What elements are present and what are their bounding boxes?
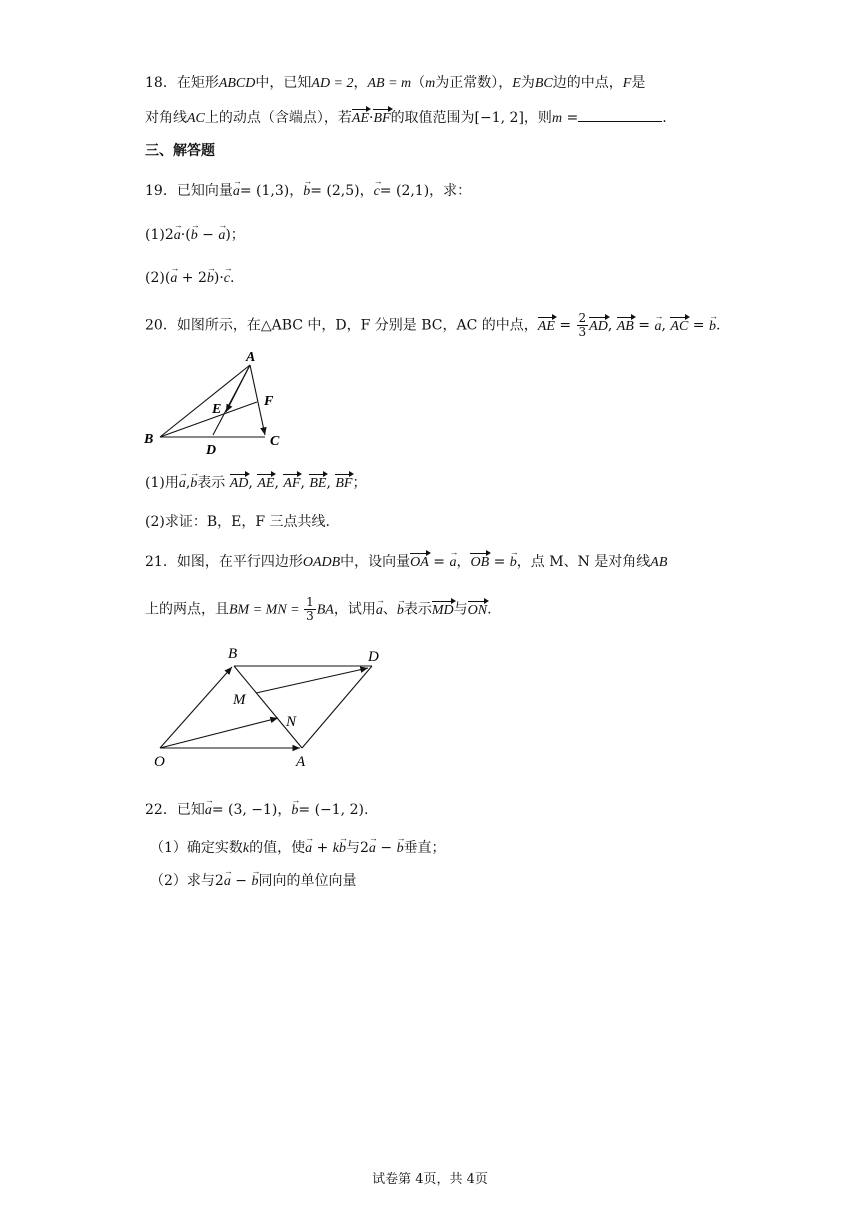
label-F: F [264, 394, 274, 409]
label-A: A [246, 350, 256, 365]
answer-blank[interactable] [578, 107, 662, 122]
q20-part2: (2)求证：B，E，F 三点共线. [145, 514, 330, 530]
q21-line2: 上的两点，且BM = MN = $\frac{1}{3}$ BA，试用→ a、→ b表示MD与ON. [145, 596, 492, 623]
label-D: D [206, 443, 217, 458]
label-D2: D [368, 649, 379, 665]
q19-part2: (2)(→ a + 2→ b)·→ c. [145, 267, 234, 290]
q22-part1: （1）确定实数k的值，使→ a + k→ b与2→ a − → b垂直； [150, 837, 446, 860]
q22-part2: （2）求与2→ a − → b同向的单位向量 [150, 870, 356, 893]
q19-part1: (1)2→ a·(→ b − → a)； [145, 224, 245, 247]
q20-part1: (1)用→ a,→ b表示 AD, AE, AF, BE, BF； [145, 472, 366, 495]
q22-intro: 22．已知→ a= (3, −1)，→ b= (−1, 2). [145, 799, 368, 822]
q19-intro: 19．已知向量→ a= (1,3)，→ b= (2,5)，→ c= (2,1)，求： [145, 180, 471, 203]
q20-intro: 20．如图所示，在△ABC 中，D，F 分别是 BC，AC 的中点，AE = $\frac{2}{3}$ AD, AB = → a, AC = → b. [145, 312, 720, 339]
label-B: B [144, 432, 154, 447]
label-N: N [286, 714, 297, 730]
label-A2: A [296, 754, 306, 770]
label-E: E [212, 402, 222, 417]
label-O: O [154, 754, 165, 770]
parallelogram-figure [148, 642, 398, 772]
q21-line1: 21．如图，在平行四边形OADB中，设向量OA = → a，OB = → b，点 M、N 是对角线AB [145, 551, 667, 574]
label-B2: B [228, 646, 238, 662]
q18-line1: 18．在矩形ABCD中，已知AD = 2，AB = m（m为正常数），E为BC边的中点，F是 [145, 75, 646, 91]
triangle-figure [140, 345, 300, 460]
label-C: C [270, 434, 280, 449]
label-M: M [233, 692, 246, 708]
q18-line2: 对角线AC上的动点（含端点），若AE·BF的取值范围为[−1, 2]，则m = . [145, 107, 667, 130]
section-title: 三、解答题 [145, 143, 215, 159]
page-footer: 试卷第 4页，共 4页 [372, 1172, 488, 1187]
